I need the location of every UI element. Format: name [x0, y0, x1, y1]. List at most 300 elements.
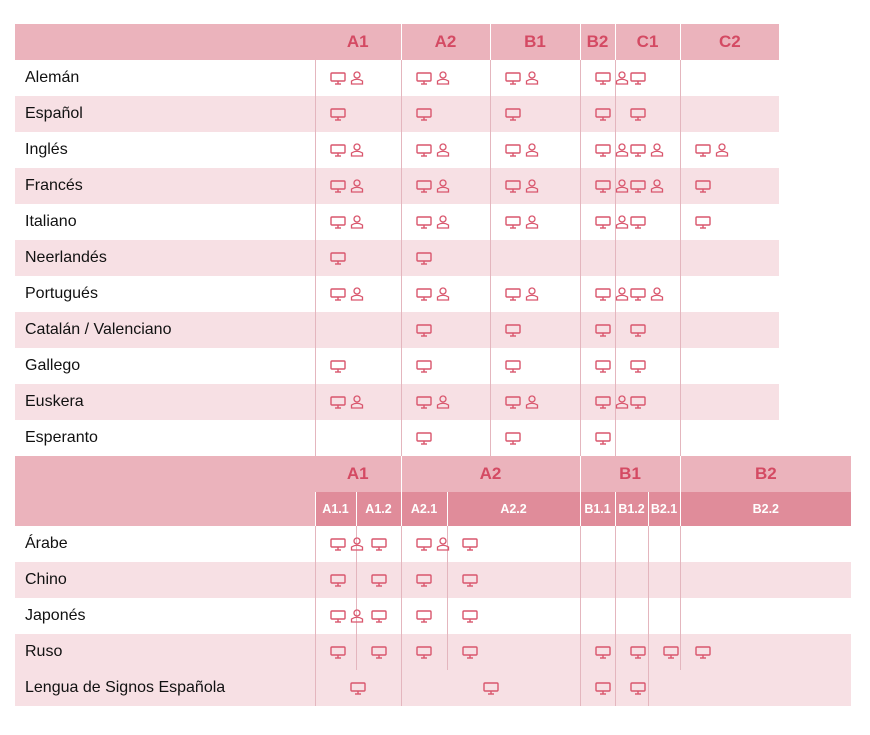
person-icon	[615, 179, 629, 193]
monitor-icon	[595, 360, 611, 373]
table-row	[15, 96, 851, 132]
modality-cell	[580, 384, 615, 420]
monitor-icon	[630, 396, 646, 409]
modality-cell	[401, 348, 490, 384]
modality-icons	[491, 312, 580, 348]
modality-cell	[315, 526, 356, 562]
monitor-icon	[330, 288, 346, 301]
monitor-icon	[416, 360, 432, 373]
monitor-icon	[630, 288, 646, 301]
monitor-icon	[330, 216, 346, 229]
table-row	[15, 526, 851, 562]
modality-cell	[490, 204, 580, 240]
modality-cell	[315, 204, 401, 240]
modality-cell	[615, 598, 648, 634]
table-row	[15, 348, 851, 384]
monitor-icon	[630, 360, 646, 373]
modality-cell	[580, 312, 615, 348]
monitor-icon	[416, 574, 432, 587]
monitor-icon	[416, 144, 432, 157]
monitor-icon	[416, 288, 432, 301]
language-name: Japonés	[15, 598, 315, 634]
monitor-icon	[505, 180, 521, 193]
modality-cell	[580, 670, 615, 706]
modality-icons	[681, 168, 780, 204]
language-name: Español	[15, 96, 315, 132]
modality-cell	[401, 204, 490, 240]
modality-cell	[401, 420, 490, 456]
modality-icons	[491, 60, 580, 96]
modality-icons	[316, 60, 401, 96]
monitor-icon	[630, 682, 646, 695]
monitor-icon	[350, 682, 366, 695]
modality-cell	[401, 312, 490, 348]
level-header-a2: A2	[401, 24, 490, 60]
modality-cell	[315, 598, 356, 634]
level-header-a1: A1	[315, 456, 401, 492]
modality-cell	[580, 240, 615, 276]
table-row	[15, 240, 851, 276]
modality-icons	[316, 204, 401, 240]
modality-cell	[580, 348, 615, 384]
modality-icons	[649, 634, 680, 670]
modality-icons	[316, 348, 401, 384]
monitor-icon	[330, 396, 346, 409]
monitor-icon	[330, 108, 346, 121]
modality-cell	[490, 60, 580, 96]
level-header-b1: B1	[490, 24, 580, 60]
modality-icons	[402, 132, 490, 168]
modality-icons	[316, 240, 401, 276]
monitor-icon	[595, 646, 611, 659]
modality-cell	[615, 312, 680, 348]
modality-cell	[447, 562, 580, 598]
language-name: Francés	[15, 168, 315, 204]
modality-cell	[680, 132, 779, 168]
monitor-icon	[416, 610, 432, 623]
modality-cell	[680, 204, 779, 240]
sublevel-header-a2-1: A2.1	[401, 492, 447, 526]
monitor-icon	[595, 72, 611, 85]
modality-cell	[615, 240, 680, 276]
modality-cell	[315, 132, 401, 168]
modality-cell	[315, 384, 401, 420]
monitor-icon	[595, 144, 611, 157]
monitor-icon	[505, 288, 521, 301]
modality-icons	[316, 276, 401, 312]
modality-cell	[615, 348, 680, 384]
modality-cell	[401, 634, 447, 670]
person-icon	[350, 215, 364, 229]
modality-icons	[681, 132, 780, 168]
monitor-icon	[416, 432, 432, 445]
person-icon	[525, 395, 539, 409]
language-name: Alemán	[15, 60, 315, 96]
modality-cell	[680, 562, 851, 598]
modality-cell	[490, 168, 580, 204]
table-row	[15, 276, 851, 312]
modality-icons	[316, 384, 401, 420]
modality-cell	[490, 240, 580, 276]
person-icon	[525, 287, 539, 301]
modality-cell	[490, 132, 580, 168]
table-row	[15, 384, 851, 420]
modality-icons	[616, 96, 680, 132]
modality-cell	[490, 420, 580, 456]
sublevel-header-b2-2: B2.2	[680, 492, 851, 526]
modality-cell	[401, 562, 447, 598]
monitor-icon	[416, 108, 432, 121]
modality-icons	[448, 562, 580, 598]
level-header-c2: C2	[680, 24, 779, 60]
level-header-a1: A1	[315, 24, 401, 60]
monitor-icon	[595, 682, 611, 695]
modality-icons	[491, 204, 580, 240]
monitor-icon	[505, 324, 521, 337]
monitor-icon	[416, 396, 432, 409]
modality-cell	[490, 312, 580, 348]
monitor-icon	[462, 646, 478, 659]
modality-cell	[490, 384, 580, 420]
level-header-row-2	[15, 456, 851, 492]
modality-cell	[648, 562, 680, 598]
modality-icons	[316, 562, 356, 598]
monitor-icon	[330, 180, 346, 193]
language-name: Euskera	[15, 384, 315, 420]
modality-icons	[402, 420, 490, 456]
modality-cell	[490, 276, 580, 312]
person-icon	[436, 71, 450, 85]
sublevel-header-a1-1: A1.1	[315, 492, 356, 526]
language-name: Chino	[15, 562, 315, 598]
monitor-icon	[630, 180, 646, 193]
modality-icons	[491, 420, 580, 456]
modality-icons	[402, 670, 580, 706]
modality-icons	[581, 384, 615, 420]
monitor-icon	[505, 396, 521, 409]
sublevel-header-a2-2: A2.2	[447, 492, 580, 526]
person-icon	[525, 179, 539, 193]
person-icon	[350, 609, 364, 623]
language-name: Esperanto	[15, 420, 315, 456]
modality-cell	[580, 634, 615, 670]
person-icon	[436, 537, 450, 551]
modality-cell	[315, 562, 356, 598]
modality-cell	[401, 240, 490, 276]
modality-icons	[402, 526, 447, 562]
modality-icons	[491, 96, 580, 132]
modality-icons	[402, 634, 447, 670]
monitor-icon	[595, 432, 611, 445]
monitor-icon	[416, 324, 432, 337]
table-row	[15, 132, 851, 168]
modality-cell	[680, 312, 779, 348]
person-icon	[350, 537, 364, 551]
monitor-icon	[330, 252, 346, 265]
monitor-icon	[630, 72, 646, 85]
monitor-icon	[505, 216, 521, 229]
modality-icons	[448, 526, 580, 562]
modality-cell	[315, 634, 356, 670]
modality-cell	[680, 348, 779, 384]
modality-cell	[680, 634, 851, 670]
course-modality-table	[15, 24, 851, 706]
language-name: Italiano	[15, 204, 315, 240]
modality-cell	[315, 420, 401, 456]
modality-icons	[581, 132, 615, 168]
person-icon	[615, 287, 629, 301]
monitor-icon	[505, 144, 521, 157]
monitor-icon	[663, 646, 679, 659]
modality-icons	[616, 634, 648, 670]
modality-icons	[581, 276, 615, 312]
person-icon	[525, 71, 539, 85]
modality-cell	[648, 526, 680, 562]
modality-icons	[581, 420, 615, 456]
level-header-b2: B2	[580, 24, 615, 60]
modality-icons	[448, 634, 580, 670]
modality-icons	[402, 168, 490, 204]
modality-cell	[580, 420, 615, 456]
modality-icons	[402, 60, 490, 96]
monitor-icon	[505, 360, 521, 373]
modality-icons	[402, 96, 490, 132]
modality-cell	[447, 634, 580, 670]
person-icon	[615, 395, 629, 409]
modality-cell	[401, 670, 580, 706]
modality-cell	[401, 168, 490, 204]
monitor-icon	[695, 646, 711, 659]
modality-cell	[490, 96, 580, 132]
table-row	[15, 562, 851, 598]
modality-cell	[680, 168, 779, 204]
modality-cell	[401, 526, 447, 562]
person-icon	[525, 143, 539, 157]
modality-cell	[580, 168, 615, 204]
monitor-icon	[595, 324, 611, 337]
modality-cell	[401, 96, 490, 132]
monitor-icon	[595, 288, 611, 301]
modality-cell	[580, 562, 615, 598]
modality-cell	[615, 634, 648, 670]
monitor-icon	[416, 180, 432, 193]
modality-icons	[316, 634, 356, 670]
modality-cell	[680, 96, 779, 132]
modality-cell	[315, 670, 401, 706]
modality-cell	[447, 526, 580, 562]
monitor-icon	[505, 432, 521, 445]
monitor-icon	[330, 538, 346, 551]
monitor-icon	[595, 180, 611, 193]
modality-cell	[401, 598, 447, 634]
modality-cell	[615, 96, 680, 132]
modality-cell	[580, 96, 615, 132]
modality-cell	[315, 168, 401, 204]
person-icon	[436, 179, 450, 193]
modality-icons	[681, 204, 780, 240]
monitor-icon	[416, 538, 432, 551]
monitor-icon	[416, 252, 432, 265]
modality-cell	[490, 348, 580, 384]
modality-cell	[615, 562, 648, 598]
modality-icons	[316, 526, 356, 562]
modality-cell	[680, 240, 779, 276]
monitor-icon	[371, 574, 387, 587]
person-icon	[350, 179, 364, 193]
header-blank	[15, 24, 315, 60]
modality-icons	[491, 132, 580, 168]
modality-cell	[615, 526, 648, 562]
table-row	[15, 60, 851, 96]
modality-cell	[401, 60, 490, 96]
monitor-icon	[416, 646, 432, 659]
modality-icons	[316, 598, 356, 634]
modality-cell	[580, 132, 615, 168]
sublevel-header-b2-1: B2.1	[648, 492, 680, 526]
modality-cell	[580, 60, 615, 96]
modality-icons	[581, 60, 615, 96]
modality-cell	[315, 276, 401, 312]
modality-cell	[401, 132, 490, 168]
modality-icons	[316, 132, 401, 168]
monitor-icon	[630, 216, 646, 229]
level-header-b2: B2	[680, 456, 851, 492]
monitor-icon	[416, 216, 432, 229]
person-icon	[350, 395, 364, 409]
sublevel-header-b1-1: B1.1	[580, 492, 615, 526]
modality-icons	[402, 598, 447, 634]
modality-cell	[315, 348, 401, 384]
monitor-icon	[416, 72, 432, 85]
modality-icons	[491, 384, 580, 420]
table-row	[15, 204, 851, 240]
table-row	[15, 634, 851, 670]
person-icon	[615, 215, 629, 229]
modality-icons	[581, 634, 615, 670]
monitor-icon	[695, 180, 711, 193]
modality-cell	[680, 598, 851, 634]
modality-icons	[357, 562, 401, 598]
modality-cell	[315, 96, 401, 132]
modality-icons	[616, 670, 648, 706]
modality-icons	[581, 348, 615, 384]
monitor-icon	[330, 360, 346, 373]
language-name: Lengua de Signos Española	[15, 670, 315, 706]
monitor-icon	[483, 682, 499, 695]
modality-cell	[680, 384, 779, 420]
modality-icons	[316, 168, 401, 204]
monitor-icon	[462, 610, 478, 623]
person-icon	[650, 143, 664, 157]
monitor-icon	[595, 108, 611, 121]
person-icon	[436, 395, 450, 409]
modality-cell	[315, 240, 401, 276]
modality-icons	[448, 598, 580, 634]
monitor-icon	[371, 538, 387, 551]
table-row	[15, 670, 851, 706]
modality-icons	[491, 348, 580, 384]
table-row	[15, 312, 851, 348]
modality-icons	[402, 204, 490, 240]
modality-icons	[402, 348, 490, 384]
sublevel-header-a1-2: A1.2	[356, 492, 401, 526]
language-name: Catalán / Valenciano	[15, 312, 315, 348]
modality-cell	[580, 204, 615, 240]
modality-icons	[402, 562, 447, 598]
person-icon	[436, 287, 450, 301]
monitor-icon	[695, 144, 711, 157]
modality-icons	[316, 96, 401, 132]
monitor-icon	[330, 574, 346, 587]
table-row	[15, 598, 851, 634]
monitor-icon	[330, 144, 346, 157]
level-header-a2: A2	[401, 456, 580, 492]
modality-cell	[648, 634, 680, 670]
level-header-b1: B1	[580, 456, 680, 492]
person-icon	[650, 179, 664, 193]
modality-cell	[356, 634, 401, 670]
modality-icons	[402, 276, 490, 312]
modality-cell	[401, 276, 490, 312]
modality-cell	[615, 670, 648, 706]
modality-cell	[615, 420, 680, 456]
modality-cell	[447, 598, 580, 634]
person-icon	[436, 143, 450, 157]
monitor-icon	[595, 396, 611, 409]
modality-cell	[356, 562, 401, 598]
person-icon	[350, 71, 364, 85]
monitor-icon	[630, 324, 646, 337]
monitor-icon	[630, 108, 646, 121]
modality-cell	[401, 384, 490, 420]
language-name: Gallego	[15, 348, 315, 384]
modality-icons	[402, 384, 490, 420]
person-icon	[525, 215, 539, 229]
modality-icons	[357, 634, 401, 670]
monitor-icon	[371, 610, 387, 623]
monitor-icon	[630, 144, 646, 157]
monitor-icon	[330, 646, 346, 659]
sublevel-header-b1-2: B1.2	[615, 492, 648, 526]
language-name: Portugués	[15, 276, 315, 312]
monitor-icon	[330, 72, 346, 85]
modality-cell	[680, 420, 779, 456]
modality-icons	[581, 96, 615, 132]
modality-cell	[580, 526, 615, 562]
modality-icons	[581, 670, 615, 706]
modality-cell	[315, 312, 401, 348]
modality-icons	[402, 240, 490, 276]
header-blank	[15, 456, 315, 526]
modality-icons	[616, 312, 680, 348]
monitor-icon	[630, 646, 646, 659]
modality-icons	[681, 634, 852, 670]
language-name: Árabe	[15, 526, 315, 562]
modality-icons	[402, 312, 490, 348]
table-row	[15, 420, 851, 456]
person-icon	[715, 143, 729, 157]
modality-icons	[581, 168, 615, 204]
modality-cell	[680, 60, 779, 96]
person-icon	[615, 71, 629, 85]
modality-cell	[648, 670, 851, 706]
monitor-icon	[505, 108, 521, 121]
language-name: Inglés	[15, 132, 315, 168]
modality-icons	[491, 276, 580, 312]
modality-cell	[648, 598, 680, 634]
level-header-row	[15, 24, 851, 60]
language-name: Ruso	[15, 634, 315, 670]
